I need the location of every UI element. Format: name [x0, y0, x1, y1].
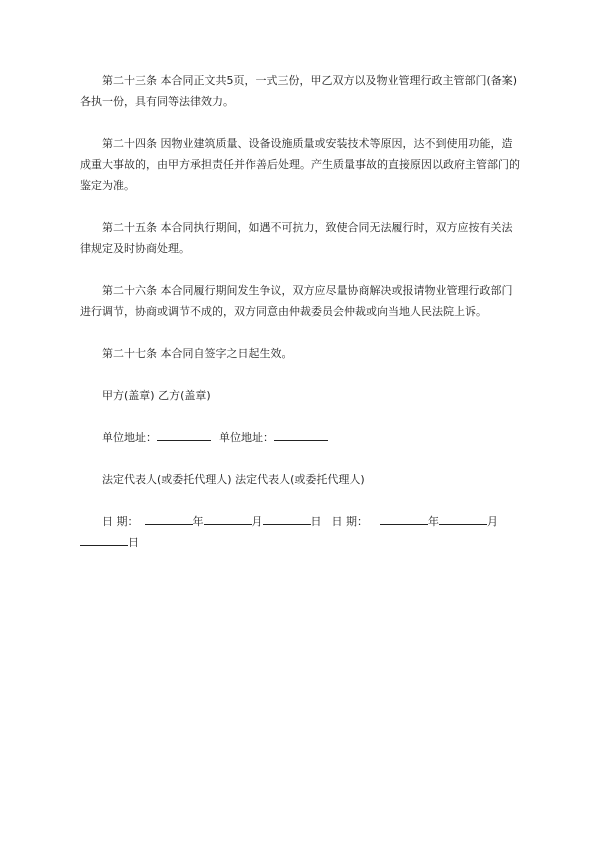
- article-26: 第二十六条 本合同履行期间发生争议，双方应尽量协商解决或报请物业管理行政部门进行调节，协商或调节不成的，双方同意由仲裁委员会仲裁或向当地人民法院上诉。: [80, 284, 513, 318]
- article-24: 第二十四条 因物业建筑质量、设备设施质量或安装技术等原因，达不到使用功能，造成重大事故的，由甲方承担责任并作善后处理。产生质量事故的直接原因以政府主管部门的鉴定为准。: [80, 137, 520, 192]
- address-blank-a: [157, 427, 211, 441]
- contract-body: [80, 70, 520, 574]
- date-day-label-b: 日: [128, 536, 139, 549]
- address-blank-b: [274, 427, 328, 441]
- date-day-blank-a: [263, 511, 311, 525]
- date-label-b: 日 期：: [331, 515, 368, 528]
- date-month-blank-a: [204, 511, 252, 525]
- signature-parties: 甲方(盖章) 乙方(盖章): [102, 389, 211, 402]
- article-23: 第二十三条 本合同正文共5页，一式三份，甲乙双方以及物业管理行政主管部门(备案)各执一份，具有同等法律效力。: [80, 74, 518, 108]
- representative-line: 法定代表人(或委托代理人) 法定代表人(或委托代理人): [102, 473, 365, 486]
- date-year-label-a: 年: [192, 515, 204, 528]
- article-25: 第二十五条 本合同执行期间，如遇不可抗力，致使合同无法履行时，双方应按有关法律规定及时协商处理。: [80, 221, 513, 255]
- date-day-blank-b: [80, 532, 128, 546]
- address-line: [80, 427, 520, 448]
- date-line: [80, 511, 520, 532]
- date-label-a: 日 期：: [102, 515, 139, 528]
- date-month-blank-b: [439, 511, 487, 525]
- date-year-label-b: 年: [428, 515, 439, 528]
- date-line-continued: [80, 532, 520, 553]
- date-year-blank-a: [145, 511, 193, 525]
- article-27: 第二十七条 本合同自签字之日起生效。: [102, 347, 293, 360]
- date-day-label-a: 日: [310, 515, 322, 528]
- date-year-blank-b: [380, 511, 428, 525]
- address-label-b: 单位地址：: [219, 431, 274, 444]
- date-month-label-b: 月: [487, 515, 498, 528]
- address-label-a: 单位地址：: [102, 431, 157, 444]
- date-month-label-a: 月: [251, 515, 263, 528]
